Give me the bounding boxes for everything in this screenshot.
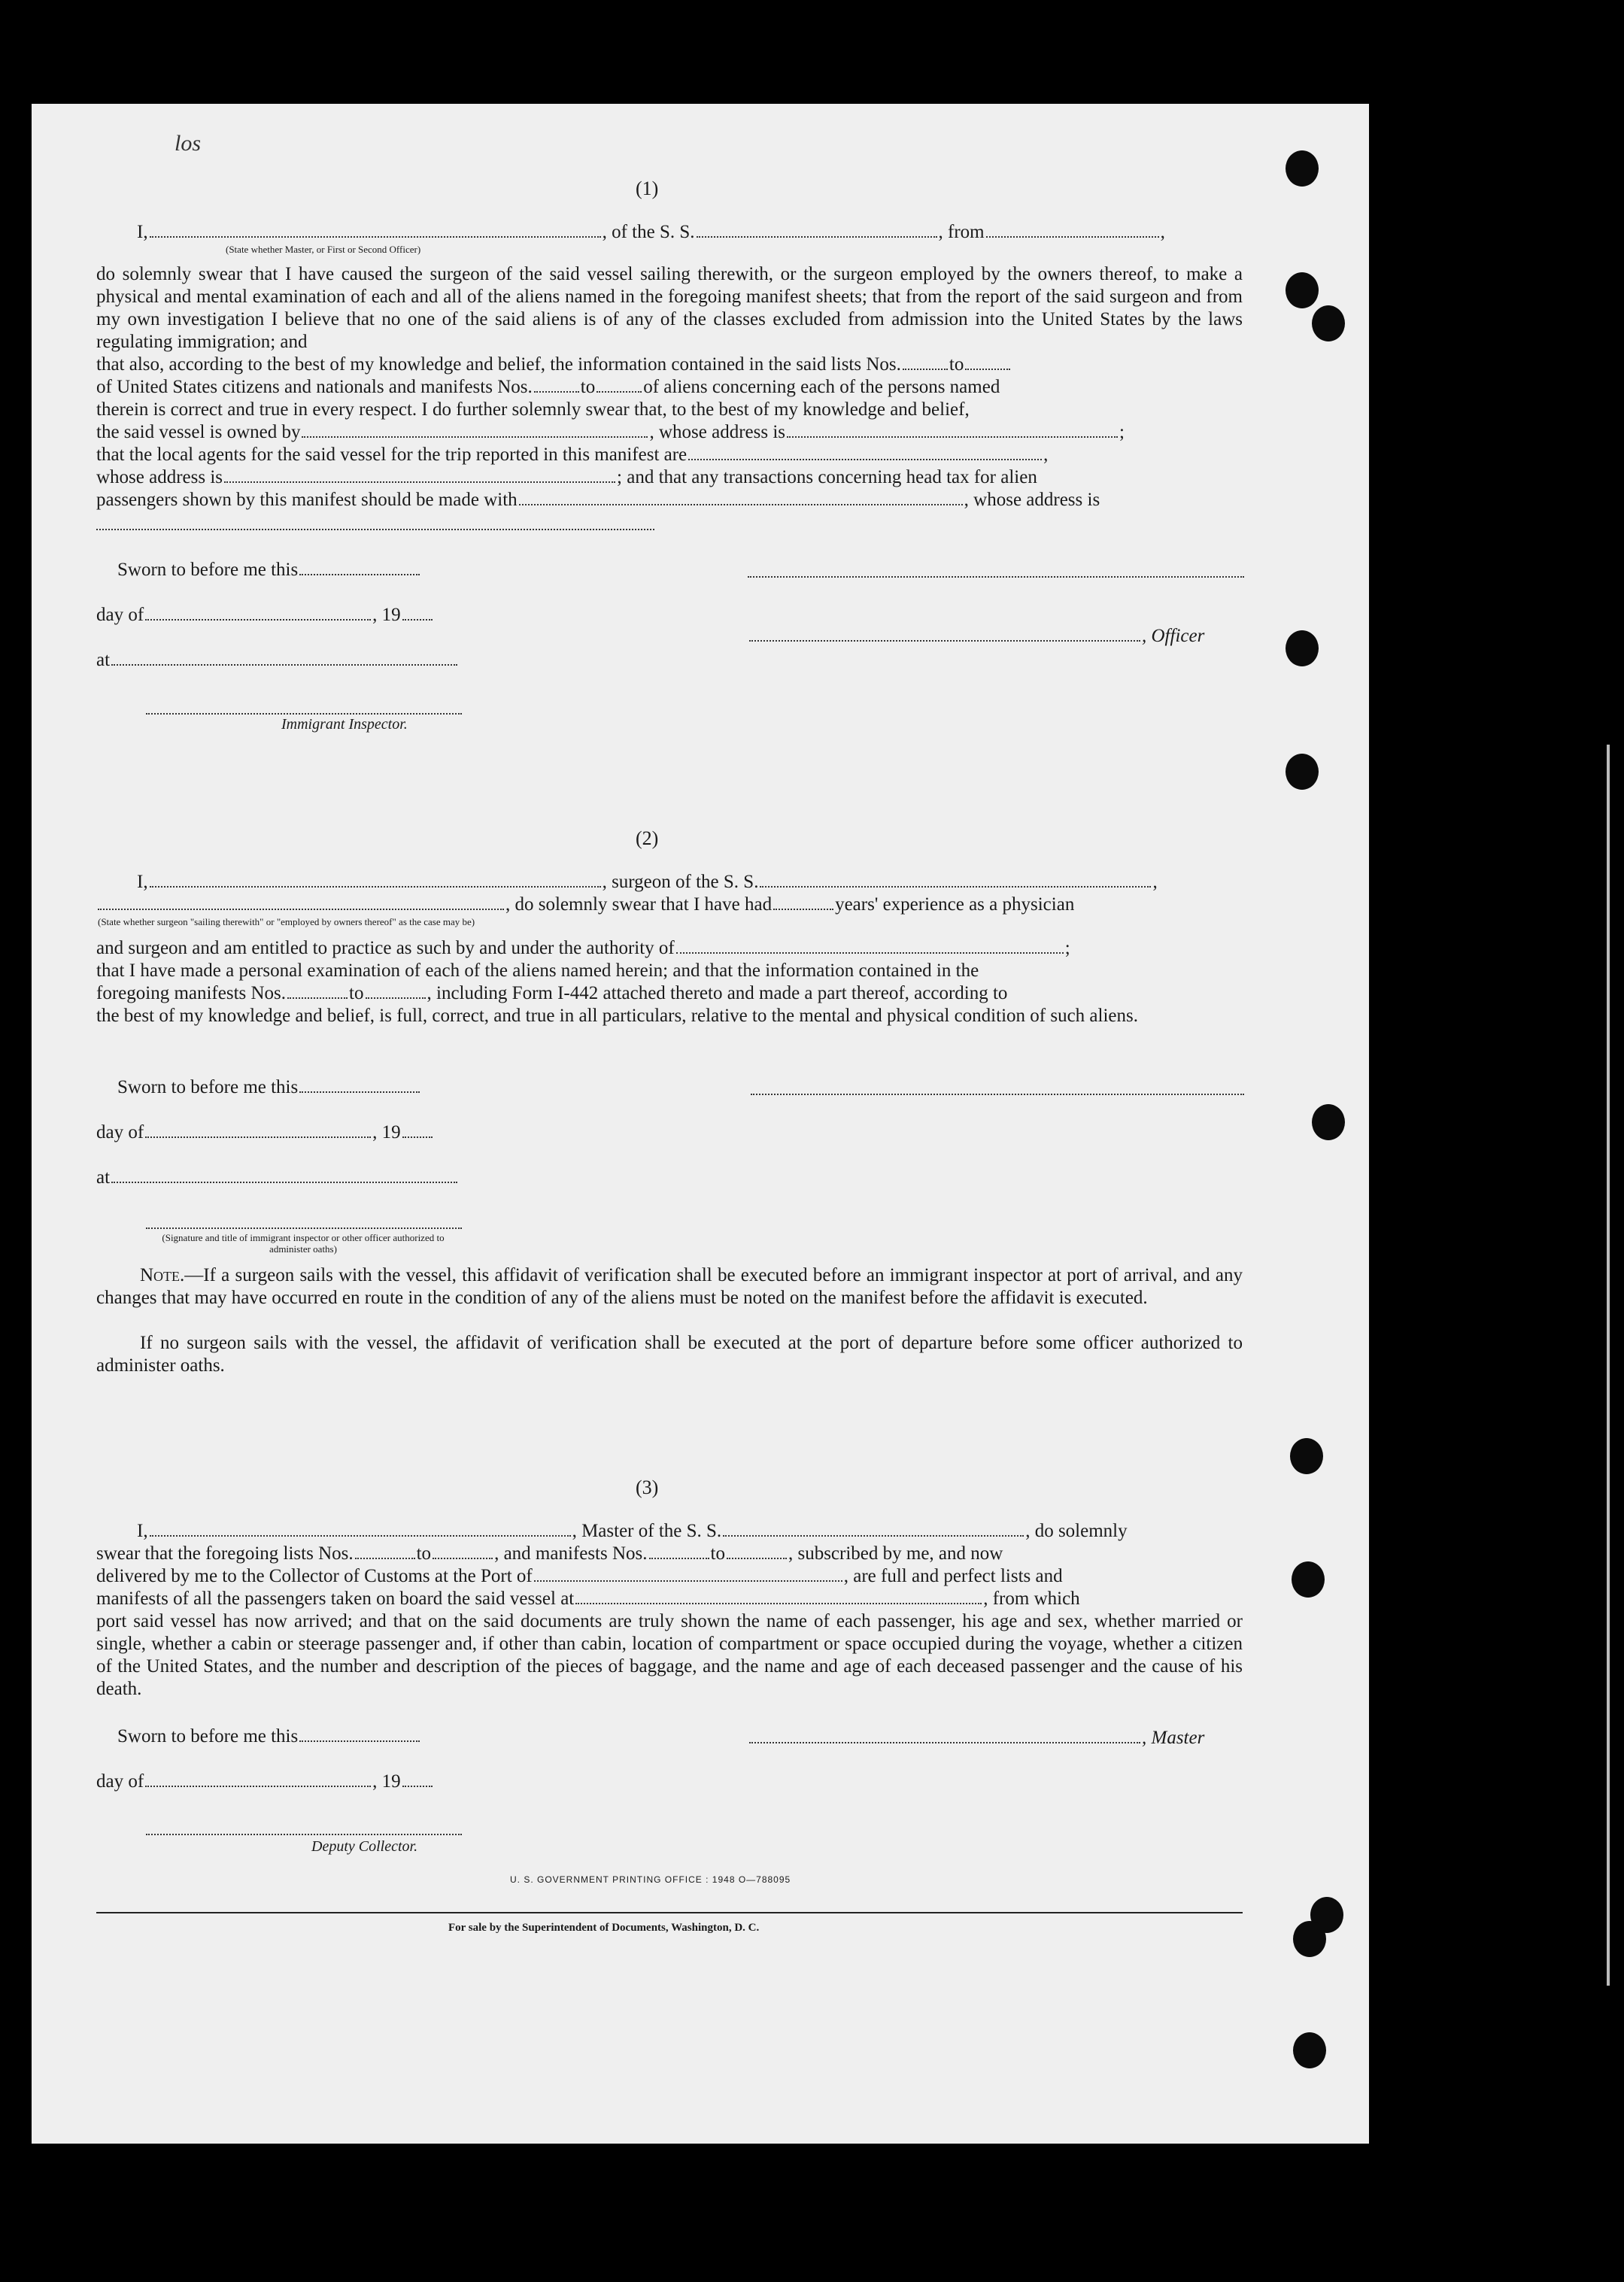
s2-signature-note: (Signature and title of immigrant inspector or other officer authorized to administer oaths) — [162, 1232, 445, 1255]
s1-at-label: at — [96, 650, 111, 670]
s3-ship-blank[interactable] — [723, 1535, 1024, 1537]
s2-line-examination: that I have made a personal examination of each of the aliens named herein; and that the information contained in the — [96, 960, 979, 981]
s3-manifests-to-blank[interactable] — [727, 1558, 787, 1559]
s1-manifests-text: of United States citizens and nationals and manifests Nos. — [96, 377, 533, 397]
s1-day — [96, 604, 434, 627]
s2-manifests-to: to — [349, 983, 364, 1003]
s2-note-paragraph — [96, 1264, 1243, 1309]
s3-master-label: , Master — [1142, 1728, 1205, 1748]
s1-owner-address-label: , whose address is — [649, 422, 786, 442]
s2-at-label: at — [96, 1167, 111, 1188]
s1-officer-blank[interactable] — [749, 640, 1140, 642]
form-page — [32, 104, 1369, 2144]
s1-day-blank[interactable] — [145, 619, 371, 621]
s3-paragraph: port said vessel has now arrived; and that on the said documents are truly shown the name of each passenger, his age and sex, whether married or single, whether a cabin or steerage passenger and, if other than cabin, location of compartment or space occupied during the voyage, whether a citizen of the United States, and the number and description of the pieces of baggage, and the name and age of each deceased passenger and the cause of his death. — [96, 1611, 1243, 1699]
section-1-heading: (1) — [636, 178, 659, 199]
s1-signature-blank[interactable] — [748, 576, 1244, 578]
s3-port-blank[interactable] — [534, 1580, 842, 1582]
gpo-imprint: U. S. GOVERNMENT PRINTING OFFICE : 1948 O—788095 — [510, 1874, 791, 1885]
s2-line-manifests — [96, 982, 1007, 1005]
s2-year-label: , 19 — [372, 1122, 401, 1143]
s2-manifests-text: foregoing manifests Nos. — [96, 983, 287, 1003]
s3-subscribed-text: , subscribed by me, and now — [788, 1543, 1003, 1564]
s2-line2 — [96, 894, 1074, 916]
s1-ss-label: , of the S. S. — [602, 222, 695, 242]
s2-sworn-label: Sworn to before me this — [117, 1077, 299, 1097]
s2-day — [96, 1121, 434, 1144]
s3-lists-text: swear that the foregoing lists Nos. — [96, 1543, 354, 1564]
punch-hole — [1292, 1561, 1325, 1598]
s3-line4 — [96, 1588, 1080, 1610]
s1-passengers-label: passengers shown by this manifest should be made with — [96, 490, 518, 510]
s2-semicolon: ; — [1064, 938, 1070, 958]
s3-lists-to-blank[interactable] — [433, 1558, 493, 1559]
punch-hole — [1293, 1921, 1326, 1957]
s1-lists-to-blank[interactable] — [965, 369, 1010, 370]
s1-year-blank[interactable] — [402, 619, 433, 621]
s2-form-text: , including Form I-442 attached thereto and made a part thereof, according to — [426, 983, 1008, 1003]
s1-sworn — [117, 559, 421, 581]
punch-hole — [1293, 2032, 1326, 2068]
s2-note-paragraph-2: If no surgeon sails with the vessel, the affidavit of verification shall be executed at the port of departure before some officer authorized to administer oaths. — [96, 1333, 1243, 1376]
s1-whose-address-label: , whose address is — [964, 490, 1100, 510]
s3-year-label: , 19 — [372, 1771, 401, 1792]
s1-line-lists — [96, 354, 1012, 376]
s1-year-label: , 19 — [372, 605, 401, 625]
s1-owner-blank[interactable] — [302, 436, 648, 438]
s2-sworn-blank[interactable] — [299, 1091, 420, 1093]
s1-i-label: I, — [137, 222, 148, 242]
s1-owner-address-blank[interactable] — [787, 436, 1118, 438]
s3-vessel-text: manifests of all the passengers taken on board the said vessel at — [96, 1589, 575, 1609]
s1-lists-to: to — [949, 354, 964, 375]
sale-notice: For sale by the Superintendent of Documents, Washington, D. C. — [448, 1922, 760, 1934]
s1-agents-address-label: whose address is — [96, 467, 223, 487]
s1-agents-blank[interactable] — [688, 459, 1042, 460]
s2-note-text: —If a surgeon sails with the vessel, this affidavit of verification shall be executed before an immigrant inspector at port of arrival, and any changes that may have occurred en route in the condition of any of the aliens must be noted on the manifest before the affidavit is executed. — [96, 1265, 1243, 1308]
s2-ship-blank[interactable] — [760, 886, 1151, 888]
s1-line-passengers — [96, 489, 1100, 511]
s1-day-label: day of — [96, 605, 144, 625]
s2-day-blank[interactable] — [145, 1136, 371, 1138]
s1-manifests-to: to — [580, 377, 596, 397]
s1-manifests-rest: of aliens concerning each of the persons named — [643, 377, 1000, 397]
s1-agents-address-blank[interactable] — [224, 481, 615, 483]
s3-lists-to: to — [416, 1543, 432, 1564]
punch-hole — [1312, 1104, 1345, 1140]
s3-day-blank[interactable] — [145, 1786, 371, 1787]
scan-edge — [1607, 745, 1610, 1986]
s2-note-label: Note. — [140, 1265, 185, 1285]
s3-port-text: delivered by me to the Collector of Customs at the Port of — [96, 1566, 533, 1586]
s2-inspector-blank[interactable] — [146, 1227, 462, 1229]
s3-name-blank[interactable] — [150, 1535, 571, 1537]
s3-ss-label: , Master of the S. S. — [572, 1521, 722, 1541]
s1-comma: , — [1160, 222, 1165, 242]
s2-status-blank[interactable] — [98, 909, 504, 910]
s3-master — [748, 1727, 1204, 1749]
s1-officer-label: , Officer — [1142, 626, 1205, 646]
s2-years-blank[interactable] — [773, 909, 833, 910]
s3-sworn-blank[interactable] — [299, 1740, 420, 1742]
s2-comma: , — [1152, 872, 1158, 892]
s1-agents-comma: , — [1043, 445, 1049, 465]
s3-full-lists-text: , are full and perfect lists and — [843, 1566, 1063, 1586]
s1-inspector-label: Immigrant Inspector. — [281, 716, 408, 733]
s1-line-therein: therein is correct and true in every respect. I do further solemnly swear that, to the best of my knowledge and belief, — [96, 399, 970, 420]
footer-rule — [96, 1912, 1243, 1913]
s3-vessel-port-blank[interactable] — [575, 1603, 982, 1604]
s1-from-blank[interactable] — [986, 236, 1159, 238]
s2-day-label: day of — [96, 1122, 144, 1143]
handwritten-mark: los — [175, 131, 202, 156]
s1-line-owner — [96, 421, 1125, 444]
s2-line1 — [137, 871, 1158, 894]
punch-hole — [1286, 272, 1319, 308]
s3-manifests-to: to — [710, 1543, 725, 1564]
s1-sworn-blank[interactable] — [299, 574, 420, 575]
s1-paragraph-1: do solemnly swear that I have caused the surgeon of the said vessel sailing therewith, or the surgeon employed by the owners thereof, to make a physical and mental examination of each and all of the aliens named in the foregoing manifest sheets; that from the report of the said surgeon and from my own investigation I believe that no one of the said aliens is of any of the classes excluded from admission into the United States by the laws regulating immigration; and — [96, 264, 1243, 352]
s2-name-blank[interactable] — [150, 886, 601, 888]
s3-year-blank[interactable] — [402, 1786, 433, 1787]
s2-authority-blank[interactable] — [676, 952, 1064, 954]
s2-manifests-from-blank[interactable] — [287, 997, 348, 999]
s3-line2 — [96, 1543, 1003, 1565]
s1-address-blank[interactable] — [96, 529, 654, 530]
s3-day-label: day of — [96, 1771, 144, 1792]
s2-manifests-to-blank[interactable] — [366, 997, 426, 999]
s2-i-label: I, — [137, 872, 148, 892]
s2-at — [96, 1167, 459, 1189]
s3-line1 — [137, 1520, 1128, 1543]
s3-solemnly-label: , do solemnly — [1025, 1521, 1128, 1541]
s3-lists-from-blank[interactable] — [355, 1558, 415, 1559]
s1-lists-from-blank[interactable] — [903, 369, 948, 370]
s3-i-label: I, — [137, 1521, 148, 1541]
punch-hole — [1286, 630, 1319, 666]
s1-ship-blank[interactable] — [697, 236, 937, 238]
s1-at-blank[interactable] — [111, 664, 457, 666]
s1-agents-label: that the local agents for the said vessel for the trip reported in this manifest are — [96, 445, 688, 465]
section-3-heading: (3) — [636, 1476, 659, 1498]
s3-sworn-label: Sworn to before me this — [117, 1726, 299, 1746]
s1-manifests-from-blank[interactable] — [534, 391, 579, 393]
s2-swear-text: , do solemnly swear that I have had — [505, 894, 773, 915]
s1-title-note: (State whether Master, or First or Second Officer) — [226, 244, 421, 255]
s3-day — [96, 1771, 434, 1793]
s2-status-note: (State whether surgeon "sailing therewith" or "employed by owners thereof" as the case may be) — [98, 916, 475, 927]
s2-signature-blank[interactable] — [751, 1094, 1244, 1095]
s2-line-authority — [96, 937, 1070, 960]
s1-at — [96, 649, 459, 672]
s1-from-label: , from — [938, 222, 985, 242]
s1-sworn-label: Sworn to before me this — [117, 560, 299, 580]
s1-owner-label: the said vessel is owned by — [96, 422, 301, 442]
s1-manifests-to-blank[interactable] — [596, 391, 642, 393]
s3-deputy-label: Deputy Collector. — [311, 1838, 418, 1855]
s1-headtax-party-blank[interactable] — [519, 504, 963, 505]
s3-manifests-from-blank[interactable] — [649, 1558, 709, 1559]
punch-hole — [1286, 150, 1319, 187]
s1-title-blank[interactable] — [150, 236, 601, 238]
s2-ss-label: , surgeon of the S. S. — [602, 872, 759, 892]
s2-authority-text: and surgeon and am entitled to practice as such by and under the authority of — [96, 938, 675, 958]
s1-semicolon: ; — [1119, 422, 1125, 442]
section-2-heading: (2) — [636, 827, 659, 849]
s1-lists-text: that also, according to the best of my knowledge and belief, the information contained in the said lists Nos. — [96, 354, 901, 375]
s3-line3 — [96, 1565, 1063, 1588]
s3-master-blank[interactable] — [749, 1742, 1140, 1743]
s2-year-blank[interactable] — [402, 1136, 433, 1138]
punch-hole — [1290, 1438, 1323, 1474]
s1-officer — [748, 625, 1204, 648]
s1-line-agents-address — [96, 466, 1037, 489]
s1-line-manifests — [96, 376, 1000, 399]
s3-from-which-text: , from which — [983, 1589, 1080, 1609]
s2-at-blank[interactable] — [111, 1182, 457, 1183]
s1-line-agents — [96, 444, 1048, 466]
punch-hole — [1286, 754, 1319, 790]
punch-hole — [1312, 305, 1345, 341]
s3-sworn — [117, 1725, 421, 1748]
s2-years-text: years' experience as a physician — [835, 894, 1075, 915]
s1-line1 — [137, 221, 1165, 244]
s2-paragraph-end: the best of my knowledge and belief, is full, correct, and true in all particulars, relative to the mental and physical condition of such aliens. — [96, 1006, 1138, 1026]
s1-headtax-text: ; and that any transactions concerning head tax for alien — [617, 467, 1037, 487]
s2-sworn — [117, 1076, 421, 1099]
s3-manifests-text: , and manifests Nos. — [494, 1543, 648, 1564]
